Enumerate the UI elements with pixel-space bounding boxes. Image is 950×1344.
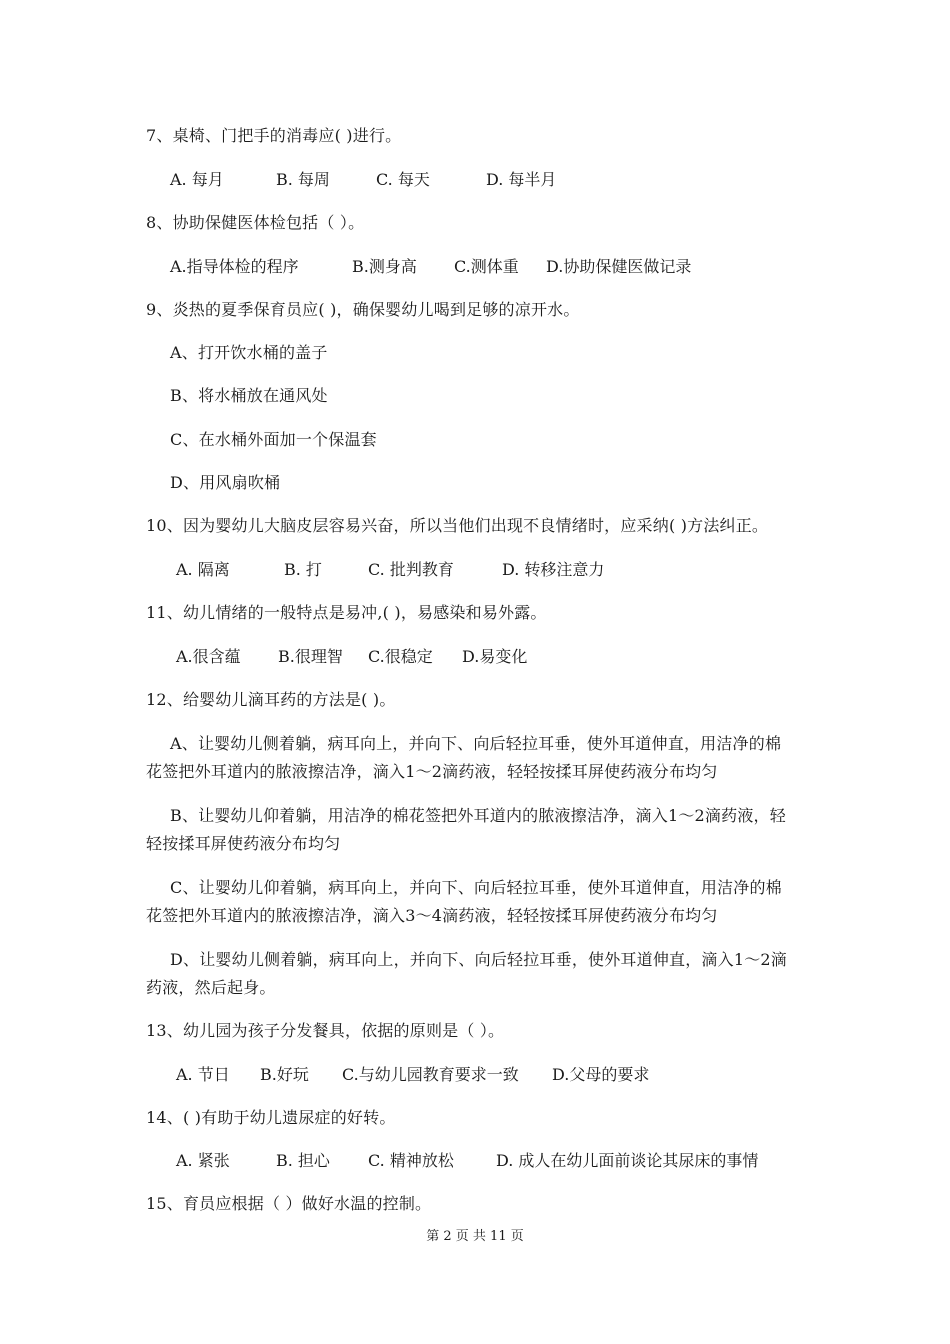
option-d: D.易变化 bbox=[462, 647, 528, 666]
option-c: C.很稳定 bbox=[368, 647, 433, 666]
question-14-stem: 14、( )有助于幼儿遗尿症的好转。 bbox=[146, 1108, 396, 1127]
option-c: C.与幼儿园教育要求一致 bbox=[342, 1065, 519, 1084]
option-a: A.指导体检的程序 bbox=[170, 257, 299, 276]
option-b-line-1: B、让婴幼儿仰着躺，用洁净的棉花签把外耳道内的脓液擦洁净，滴入1～2滴药液，轻 bbox=[170, 806, 786, 825]
option-a: A.很含蕴 bbox=[176, 647, 241, 666]
option-c-line-1: C、让婴幼儿仰着躺，病耳向上，并向下、向后轻拉耳垂，使外耳道伸直，用洁净的棉 bbox=[170, 878, 782, 897]
option-c: C、在水桶外面加一个保温套 bbox=[170, 430, 377, 449]
option-d: D.协助保健医做记录 bbox=[546, 257, 692, 276]
option-b: B. 每周 bbox=[276, 170, 330, 189]
option-b: B.很理智 bbox=[278, 647, 343, 666]
question-15-stem: 15、育员应根据（ ）做好水温的控制。 bbox=[146, 1194, 432, 1213]
option-b-line-2: 轻按揉耳屏使药液分布均匀 bbox=[146, 834, 341, 853]
option-a-line-2: 花签把外耳道内的脓液擦洁净，滴入1～2滴药液，轻轻按揉耳屏使药液分布均匀 bbox=[146, 762, 718, 781]
option-d-line-2: 药液，然后起身。 bbox=[146, 978, 276, 997]
question-12-stem: 12、给婴幼儿滴耳药的方法是( )。 bbox=[146, 690, 396, 709]
option-a: A. 隔离 bbox=[176, 560, 230, 579]
option-b: B. 担心 bbox=[276, 1151, 330, 1170]
question-9-stem: 9、炎热的夏季保育员应( )，确保婴幼儿喝到足够的凉开水。 bbox=[146, 300, 580, 319]
question-11-stem: 11、幼儿情绪的一般特点是易冲,( )，易感染和易外露。 bbox=[146, 603, 547, 622]
option-b: B、将水桶放在通风处 bbox=[170, 386, 328, 405]
option-a: A. 紧张 bbox=[176, 1151, 230, 1170]
option-b: B.好玩 bbox=[260, 1065, 309, 1084]
option-d: D. 转移注意力 bbox=[502, 560, 605, 579]
question-10-stem: 10、因为婴幼儿大脑皮层容易兴奋，所以当他们出现不良情绪时，应采纳( )方法纠正。 bbox=[146, 516, 769, 535]
option-a: A. 节日 bbox=[176, 1065, 230, 1084]
option-c: C. 精神放松 bbox=[368, 1151, 454, 1170]
option-b: B. 打 bbox=[284, 560, 322, 579]
option-c-line-2: 花签把外耳道内的脓液擦洁净，滴入3～4滴药液，轻轻按揉耳屏使药液分布均匀 bbox=[146, 906, 718, 925]
option-a: A、打开饮水桶的盖子 bbox=[170, 343, 328, 362]
option-b: B.测身高 bbox=[352, 257, 417, 276]
option-d: D.父母的要求 bbox=[552, 1065, 650, 1084]
page-number-footer: 第 2 页 共 11 页 bbox=[426, 1229, 524, 1244]
option-d: D. 成人在幼儿面前谈论其尿床的事情 bbox=[496, 1151, 759, 1170]
question-13-stem: 13、幼儿园为孩子分发餐具，依据的原则是（ ）。 bbox=[146, 1021, 505, 1040]
question-8-stem: 8、协助保健医体检包括（ ）。 bbox=[146, 213, 365, 232]
option-d-line-1: D、让婴幼儿侧着躺，病耳向上，并向下、向后轻拉耳垂，使外耳道伸直，滴入1～2滴 bbox=[170, 950, 787, 969]
option-d: D. 每半月 bbox=[486, 170, 557, 189]
option-a: A. 每月 bbox=[170, 170, 224, 189]
option-c: C. 每天 bbox=[376, 170, 430, 189]
option-a-line-1: A、让婴幼儿侧着躺，病耳向上，并向下、向后轻拉耳垂，使外耳道伸直，用洁净的棉 bbox=[170, 734, 782, 753]
option-c: C.测体重 bbox=[454, 257, 519, 276]
question-7-stem: 7、桌椅、门把手的消毒应( )进行。 bbox=[146, 126, 402, 145]
option-d: D、用风扇吹桶 bbox=[170, 473, 281, 492]
option-c: C. 批判教育 bbox=[368, 560, 454, 579]
